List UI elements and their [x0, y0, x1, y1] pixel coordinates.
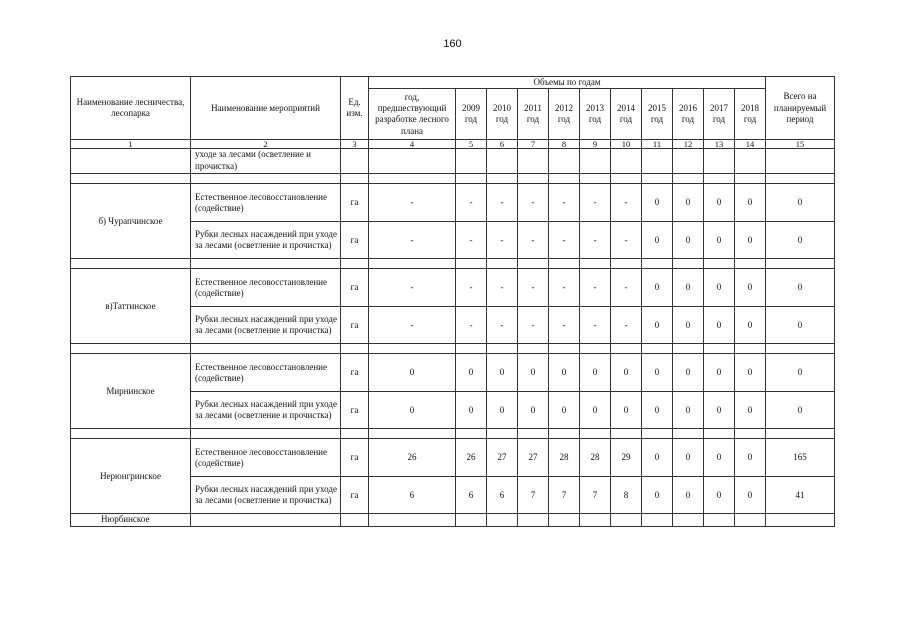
- year-value: 0: [611, 392, 642, 429]
- year-value: 0: [735, 392, 766, 429]
- year-value: 0: [735, 269, 766, 307]
- year-value: -: [580, 184, 611, 222]
- table-row: [71, 354, 835, 392]
- continuation-text: уходе за лесами (осветление и прочистка): [191, 149, 341, 174]
- spacer-row: [71, 344, 835, 354]
- year-value: 7: [518, 477, 549, 514]
- activity-name: Рубки лесных насаждений при уходе за лесами (осветление и прочистка): [191, 477, 341, 514]
- unit-cell: га: [341, 439, 369, 477]
- prev-year-value: 6: [369, 477, 456, 514]
- header-year: 2015 год: [642, 89, 673, 140]
- year-value: 0: [673, 392, 704, 429]
- unit-cell: га: [341, 269, 369, 307]
- forest-activities-table: [70, 76, 835, 527]
- year-value: 0: [673, 477, 704, 514]
- year-value: 0: [673, 184, 704, 222]
- year-value: 0: [642, 439, 673, 477]
- year-value: 0: [704, 307, 735, 344]
- year-value: 0: [518, 392, 549, 429]
- year-value: 8: [611, 477, 642, 514]
- year-value: -: [580, 222, 611, 259]
- year-value: -: [518, 269, 549, 307]
- year-value: 0: [518, 354, 549, 392]
- prev-year-value: -: [369, 269, 456, 307]
- year-value: 0: [673, 439, 704, 477]
- year-value: -: [456, 222, 487, 259]
- year-value: 0: [704, 439, 735, 477]
- year-value: -: [487, 184, 518, 222]
- year-value: 26: [456, 439, 487, 477]
- year-value: 0: [704, 392, 735, 429]
- year-value: 0: [580, 354, 611, 392]
- year-value: -: [580, 307, 611, 344]
- header-row-1: [71, 77, 835, 89]
- year-value: -: [487, 307, 518, 344]
- year-value: -: [456, 184, 487, 222]
- col-number: 9: [580, 140, 611, 149]
- year-value: 0: [735, 439, 766, 477]
- year-value: 0: [704, 184, 735, 222]
- year-value: 0: [735, 222, 766, 259]
- year-value: -: [611, 269, 642, 307]
- spacer-row: [71, 259, 835, 269]
- table-row: [71, 184, 835, 222]
- year-value: 0: [642, 354, 673, 392]
- year-value: 27: [487, 439, 518, 477]
- year-value: 0: [487, 354, 518, 392]
- forestry-groups: [71, 174, 835, 514]
- year-value: 0: [704, 354, 735, 392]
- header-year: 2014 год: [611, 89, 642, 140]
- activity-name: Естественное лесовосстановление (содействие): [191, 184, 341, 222]
- year-value: 0: [456, 392, 487, 429]
- year-value: -: [549, 269, 580, 307]
- header-year: 2017 год: [704, 89, 735, 140]
- unit-cell: га: [341, 307, 369, 344]
- header-unit: Ед. изм.: [341, 77, 369, 140]
- year-value: 0: [673, 222, 704, 259]
- year-value: 0: [704, 222, 735, 259]
- total-value: 165: [766, 439, 835, 477]
- year-value: -: [518, 307, 549, 344]
- forestry-name: б) Чурапчинское: [71, 184, 191, 259]
- page-number: 160: [443, 38, 462, 50]
- col-number: 12: [673, 140, 704, 149]
- year-value: -: [549, 184, 580, 222]
- year-value: 0: [642, 392, 673, 429]
- year-value: 29: [611, 439, 642, 477]
- col-number: 5: [456, 140, 487, 149]
- year-value: -: [611, 184, 642, 222]
- header-year: 2012 год: [549, 89, 580, 140]
- total-value: 0: [766, 354, 835, 392]
- table-row: [71, 514, 835, 526]
- total-value: 0: [766, 222, 835, 259]
- year-value: -: [611, 307, 642, 344]
- unit-cell: га: [341, 354, 369, 392]
- header-prev-year: год, предшествующий разработке лесного плана: [369, 89, 456, 140]
- year-value: 0: [735, 354, 766, 392]
- header-year: 2013 год: [580, 89, 611, 140]
- col-number: 15: [766, 140, 835, 149]
- col-number: 1: [71, 140, 191, 149]
- col-number: 11: [642, 140, 673, 149]
- header-year: 2011 год: [518, 89, 549, 140]
- total-value: 0: [766, 307, 835, 344]
- col-number: 2: [191, 140, 341, 149]
- year-value: 7: [580, 477, 611, 514]
- activity-name: Рубки лесных насаждений при уходе за лесами (осветление и прочистка): [191, 222, 341, 259]
- col-number: 13: [704, 140, 735, 149]
- year-value: 0: [704, 477, 735, 514]
- year-value: -: [518, 184, 549, 222]
- year-value: -: [518, 222, 549, 259]
- header-forestry: Наименование лесничества, лесопарка: [71, 77, 191, 140]
- year-value: 0: [673, 307, 704, 344]
- activity-name: Рубки лесных насаждений при уходе за лесами (осветление и прочистка): [191, 392, 341, 429]
- unit-cell: га: [341, 392, 369, 429]
- col-number: 14: [735, 140, 766, 149]
- table-row: [71, 269, 835, 307]
- col-number: 6: [487, 140, 518, 149]
- col-number: 7: [518, 140, 549, 149]
- header-activity: Наименование мероприятий: [191, 77, 341, 140]
- prev-year-value: 0: [369, 392, 456, 429]
- prev-year-value: -: [369, 307, 456, 344]
- total-value: 0: [766, 392, 835, 429]
- activity-name: Естественное лесовосстановление (содействие): [191, 439, 341, 477]
- year-value: -: [549, 222, 580, 259]
- year-value: 0: [487, 392, 518, 429]
- year-value: 0: [642, 477, 673, 514]
- header-year: 2010 год: [487, 89, 518, 140]
- spacer-row: [71, 429, 835, 439]
- year-value: 0: [735, 477, 766, 514]
- unit-cell: га: [341, 222, 369, 259]
- year-value: 0: [456, 354, 487, 392]
- forestry-name: Нерюнгринское: [71, 439, 191, 514]
- prev-year-value: 0: [369, 354, 456, 392]
- total-value: 0: [766, 269, 835, 307]
- col-number: 10: [611, 140, 642, 149]
- year-value: 0: [611, 354, 642, 392]
- year-value: 28: [549, 439, 580, 477]
- prev-year-value: -: [369, 222, 456, 259]
- col-number: 3: [341, 140, 369, 149]
- continuation-row: [71, 149, 835, 174]
- header-volumes: Объемы по годам: [369, 77, 766, 89]
- year-value: 0: [549, 392, 580, 429]
- activity-name: Рубки лесных насаждений при уходе за лесами (осветление и прочистка): [191, 307, 341, 344]
- year-value: -: [456, 307, 487, 344]
- forestry-name: Мирнинское: [71, 354, 191, 429]
- forestry-name: Нюрбинское: [71, 514, 191, 526]
- year-value: 6: [456, 477, 487, 514]
- unit-cell: га: [341, 477, 369, 514]
- year-value: -: [487, 269, 518, 307]
- year-value: 28: [580, 439, 611, 477]
- activity-name: Естественное лесовосстановление (содействие): [191, 269, 341, 307]
- unit-cell: га: [341, 184, 369, 222]
- year-value: 0: [704, 269, 735, 307]
- header-year: 2016 год: [673, 89, 704, 140]
- prev-year-value: -: [369, 184, 456, 222]
- year-value: 0: [580, 392, 611, 429]
- year-value: -: [580, 269, 611, 307]
- year-value: 0: [642, 269, 673, 307]
- year-value: -: [487, 222, 518, 259]
- header-total: Всего на планируемый период: [766, 77, 835, 140]
- year-value: 0: [642, 307, 673, 344]
- header-year: 2018 год: [735, 89, 766, 140]
- activity-name: Естественное лесовосстановление (содействие): [191, 354, 341, 392]
- year-value: -: [549, 307, 580, 344]
- forestry-name: в)Таттинское: [71, 269, 191, 344]
- table-row: [71, 439, 835, 477]
- year-value: 0: [642, 184, 673, 222]
- col-number: 4: [369, 140, 456, 149]
- year-value: 7: [549, 477, 580, 514]
- total-value: 41: [766, 477, 835, 514]
- year-value: 0: [735, 307, 766, 344]
- year-value: 27: [518, 439, 549, 477]
- year-value: 0: [673, 354, 704, 392]
- col-number: 8: [549, 140, 580, 149]
- header-year: 2009 год: [456, 89, 487, 140]
- year-value: 6: [487, 477, 518, 514]
- year-value: -: [611, 222, 642, 259]
- column-number-row: [71, 140, 835, 149]
- total-value: 0: [766, 184, 835, 222]
- year-value: 0: [673, 269, 704, 307]
- year-value: 0: [549, 354, 580, 392]
- prev-year-value: 26: [369, 439, 456, 477]
- year-value: -: [456, 269, 487, 307]
- spacer-row: [71, 174, 835, 184]
- year-value: 0: [735, 184, 766, 222]
- year-value: 0: [642, 222, 673, 259]
